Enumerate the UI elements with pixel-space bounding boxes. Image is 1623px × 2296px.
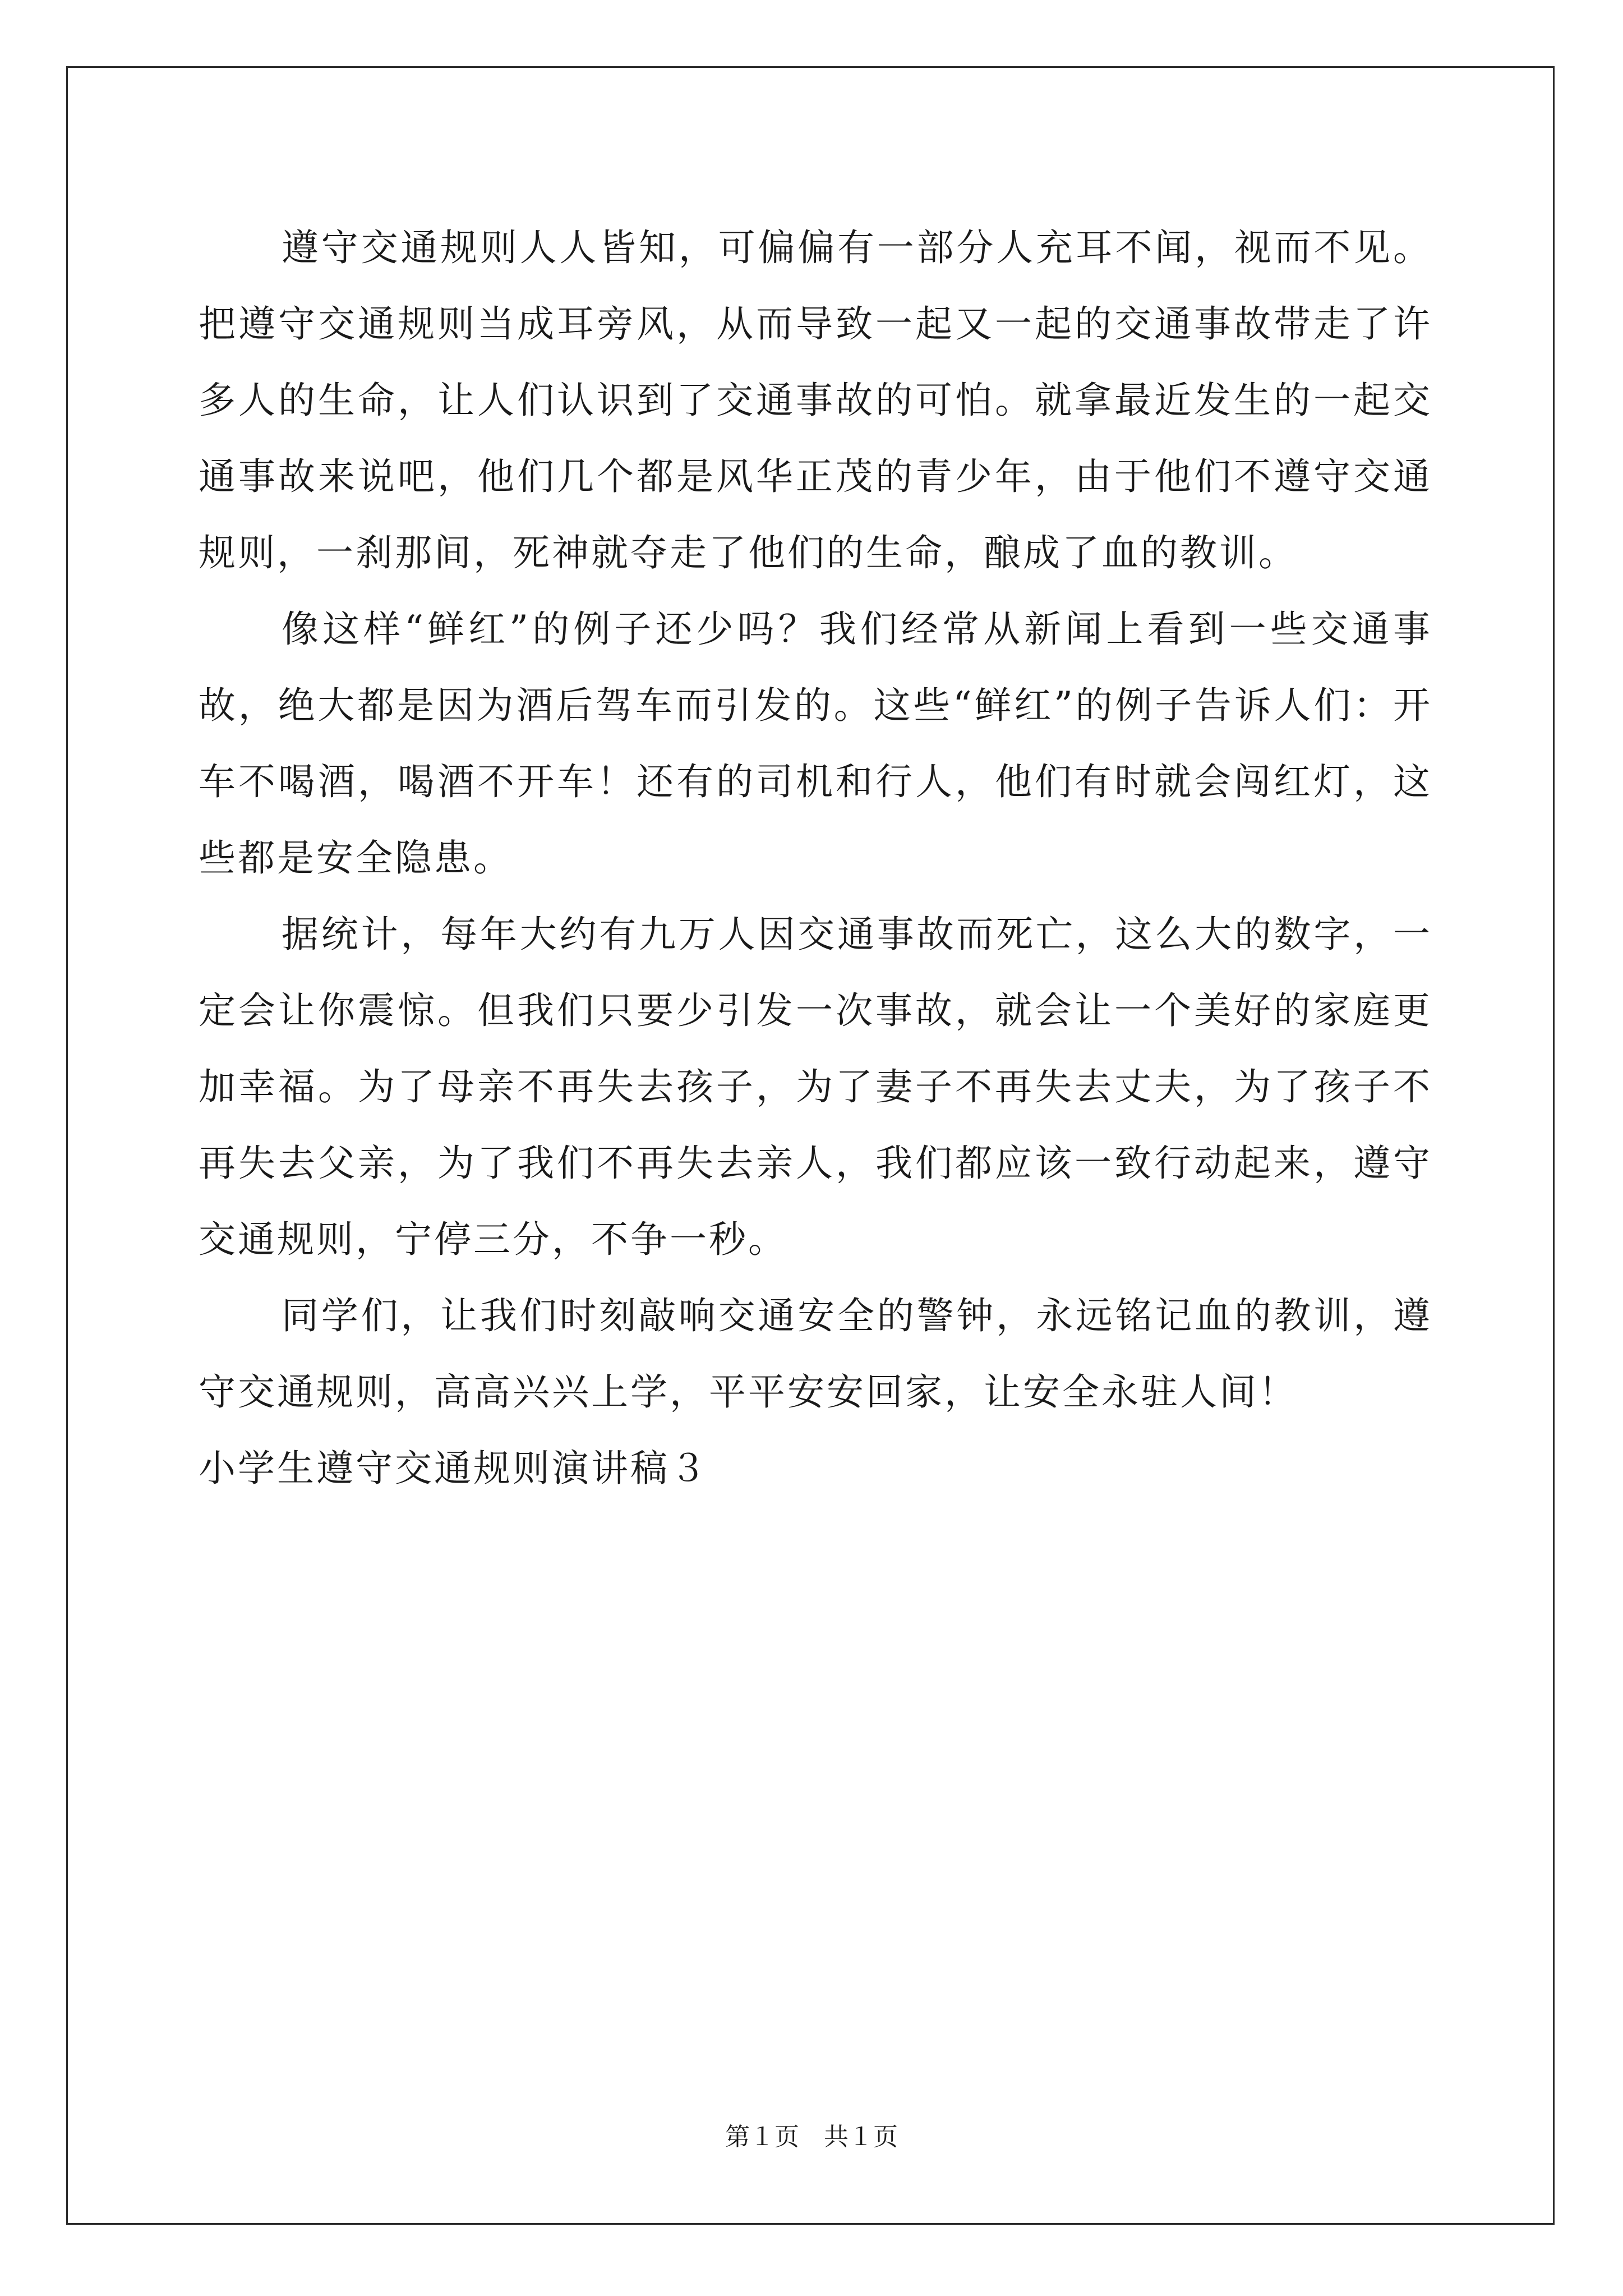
section-title: 小学生遵守交通规则演讲稿３ <box>199 1447 709 1490</box>
paragraph-3: 据统计，每年大约有九万人因交通事故而死亡，这么大的数字，一定会让你震惊。但我们只要少引发一次事故，就会让一个美好的家庭更加幸福。为了母亲不再失去孩子，为了妻子不再失去丈夫，为了孩子不再失去父亲，为了我们不再失去亲人，我们都应该一致行动起来，遵守交通规则，宁停三分，不争一秒。 <box>199 913 1432 1261</box>
document-body <box>199 210 1432 1507</box>
paragraph-1: 遵守交通规则人人皆知，可偏偏有一部分人充耳不闻，视而不见。把遵守交通规则当成耳旁风，从而导致一起又一起的交通事故带走了许多人的生命，让人们认识到了交通事故的可怕。就拿最近发生的一起交通事故来说吧，他们几个都是风华正茂的青少年，由于他们不遵守交通规则，一刹那间，死神就夺走了他们的生命，酿成了血的教训。 <box>199 226 1432 574</box>
paragraph-4: 同学们，让我们时刻敲响交通安全的警钟，永远铭记血的教训，遵守交通规则，高高兴兴上学，平平安安回家，让安全永驻人间！ <box>199 1294 1432 1414</box>
page-footer: 第１页 共１页 <box>725 2123 898 2151</box>
paragraph-2: 像这样“鲜红”的例子还少吗？我们经常从新闻上看到一些交通事故，绝大都是因为酒后驾车而引发的。这些“鲜红”的例子告诉人们：开车不喝酒，喝酒不开车！还有的司机和行人，他们有时就会闯红灯，这些都是安全隐患。 <box>199 608 1432 880</box>
